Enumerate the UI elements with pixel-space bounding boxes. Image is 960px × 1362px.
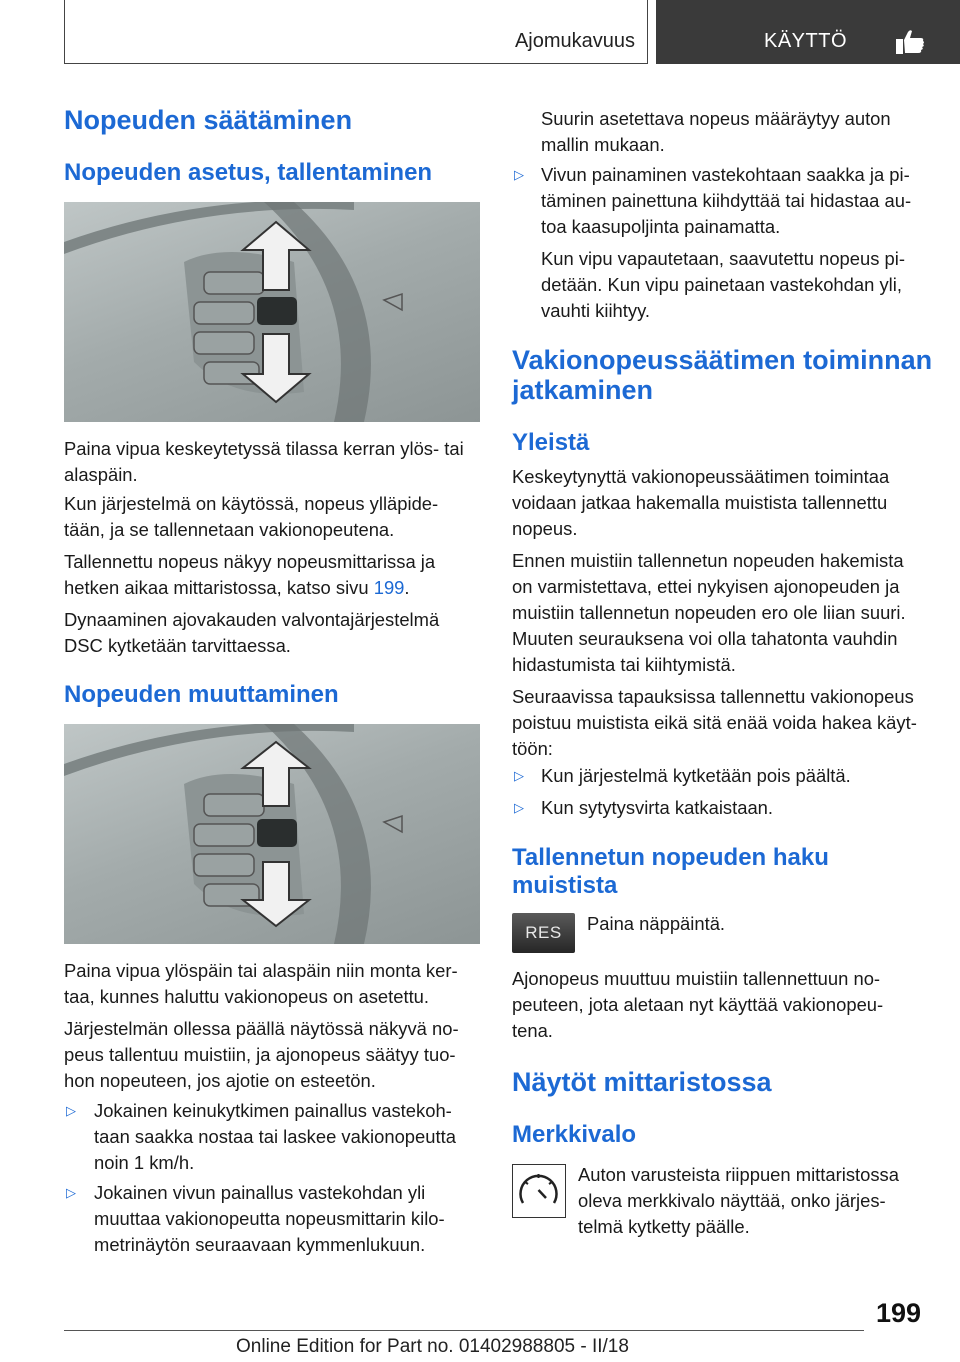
text-line: hon nopeuteen, jos ajotie on esteetön.	[64, 1070, 376, 1091]
text-line: Ajonopeus muuttuu muistiin tallennettuun no‐	[512, 968, 881, 989]
header-section-tab	[64, 0, 648, 64]
speedometer-indicator-icon	[512, 1164, 566, 1218]
text-line: mallin mukaan.	[541, 134, 665, 155]
text-line: Jokainen keinukytkimen painallus vastekoh‐	[94, 1100, 452, 1121]
text-line: Tallennettu nopeus näkyy nopeusmittarissa ja	[64, 551, 436, 572]
text-line: tena.	[512, 1020, 553, 1041]
text-line: Paina vipua keskeytetyssä tilassa kerran ylös- tai	[64, 438, 464, 459]
text-line: nopeus.	[512, 518, 578, 539]
pointing-hand-icon	[892, 26, 926, 56]
text-line: peuteen, jota aletaan nyt käyttää vakionopeu‐	[512, 994, 884, 1015]
text-line: tään, ja se tallennetaan vakionopeutena.	[64, 519, 395, 540]
text-line: taan saakka nostaa tai laskee vakionopeutta	[94, 1126, 456, 1147]
text-fragment: hetken aikaa mittaristossa, katso sivu	[64, 577, 374, 598]
heading-recall-l1: Tallennetun nopeuden haku	[512, 844, 829, 871]
steering-wheel-switch-photo-1	[64, 202, 480, 422]
text-line: Kun vipu vapautetaan, saavutettu nopeus pi‐	[541, 248, 905, 269]
text-line: voidaan jatkaa hakemalla muistista tallennettu	[512, 492, 888, 513]
text-line: alaspäin.	[64, 464, 138, 485]
text-line: noin 1 km/h.	[94, 1152, 195, 1173]
text-line: Auton varusteista riippuen mittaristossa	[578, 1164, 899, 1185]
footer-edition: Online Edition for Part no. 01402988805 - II/18	[236, 1336, 629, 1357]
text-line: peus tallentuu muistiin, ja ajonopeus säätyy tuo‐	[64, 1044, 456, 1065]
text-line: muuttaa vakionopeutta nopeusmittarin kilo‐	[94, 1208, 445, 1229]
bullet-triangle-icon: ▷	[514, 768, 524, 783]
text-line: Seuraavissa tapauksissa tallennettu vakionopeus	[512, 686, 914, 707]
text-line: Ennen muistiin tallennetun nopeuden hakemista	[512, 550, 904, 571]
text-line: Jokainen vivun painallus vastekohdan yli	[94, 1182, 426, 1203]
text-line: telmä kytketty päälle.	[578, 1216, 750, 1237]
bullet-triangle-icon: ▷	[514, 167, 524, 182]
text-line: Dynaaminen ajovakauden valvontajärjestelmä	[64, 609, 440, 630]
text-line: Järjestelmän ollessa päällä näytössä näkyvä no‐	[64, 1018, 459, 1039]
page-link-199[interactable]: 199	[373, 577, 405, 598]
text-line: Suurin asetettava nopeus määräytyy auton	[541, 108, 891, 129]
text-line: Kun järjestelmä on käytössä, nopeus ylläpide‐	[64, 493, 439, 514]
text-line: toa kaasupoljinta painamatta.	[541, 216, 781, 237]
text-line: poistuu muistista eikä sitä enää voida hakea käyt‐	[512, 712, 917, 733]
bullet-triangle-icon: ▷	[66, 1103, 76, 1118]
heading-resume-l1: Vakionopeussäätimen toiminnan	[512, 345, 933, 375]
text-line: täminen painettuna kiihdyttää tai hidastaa au‐	[541, 190, 912, 211]
text-line: Keskeytynyttä vakionopeussäätimen toimintaa	[512, 466, 890, 487]
text-line: taa, kunnes haluttu vakionopeus on asetettu.	[64, 986, 430, 1007]
text-line: vauhti kiihtyy.	[541, 300, 651, 321]
heading-set-store: Nopeuden asetus, tallentaminen	[64, 159, 433, 186]
heading-general: Yleistä	[512, 429, 590, 456]
text-line: detään. Kun vipu painetaan vastekohdan yli,	[541, 274, 902, 295]
text-line: Kun sytytysvirta katkaistaan.	[541, 797, 774, 818]
text-line: Vivun painaminen vastekohtaan saakka ja pi‐	[541, 164, 910, 185]
heading-indicator: Merkkivalo	[512, 1121, 637, 1148]
heading-resume-l2: jatkaminen	[512, 375, 654, 405]
text-line: Kun järjestelmä kytketään pois päältä.	[541, 765, 851, 786]
header-section-label: Ajomukavuus	[514, 30, 635, 52]
text-line: Muuten seurauksena voi olla tahatonta vauhdin	[512, 628, 898, 649]
text-line: Paina vipua ylöspäin tai alaspäin niin monta ker‐	[64, 960, 458, 981]
text-line: Paina näppäintä.	[587, 913, 726, 934]
heading-change-speed: Nopeuden muuttaminen	[64, 681, 339, 708]
footer-divider	[64, 1330, 864, 1331]
bullet-triangle-icon: ▷	[514, 800, 524, 815]
text-line: metrinäytön seuraavaan kymmenlukuun.	[94, 1234, 426, 1255]
text-line: hidastumista tai kiihtymistä.	[512, 654, 736, 675]
heading-displays: Näytöt mittaristossa	[512, 1067, 772, 1097]
text-line: DSC kytketään tarvittaessa.	[64, 635, 291, 656]
steering-wheel-switch-photo-2	[64, 724, 480, 944]
header-chapter-label: KÄYTTÖ	[764, 30, 848, 52]
header-chapter-tab	[656, 0, 960, 64]
text-line-with-link	[64, 575, 410, 601]
text-line: oleva merkkivalo näyttää, onko järjes‐	[578, 1190, 886, 1211]
heading-recall-l2: muistista	[512, 872, 618, 899]
text-line: töön:	[512, 738, 553, 759]
page-number: 199	[876, 1298, 922, 1328]
bullet-triangle-icon: ▷	[66, 1185, 76, 1200]
text-line: on varmistettava, ettei nykyisen ajonopeuden ja	[512, 576, 900, 597]
text-fragment: .	[404, 577, 410, 598]
text-line: muistiin tallennetun nopeuden ero ole liian suuri.	[512, 602, 906, 623]
res-button-icon: RES	[512, 913, 575, 953]
heading-speed-adjust: Nopeuden säätäminen	[64, 105, 353, 135]
